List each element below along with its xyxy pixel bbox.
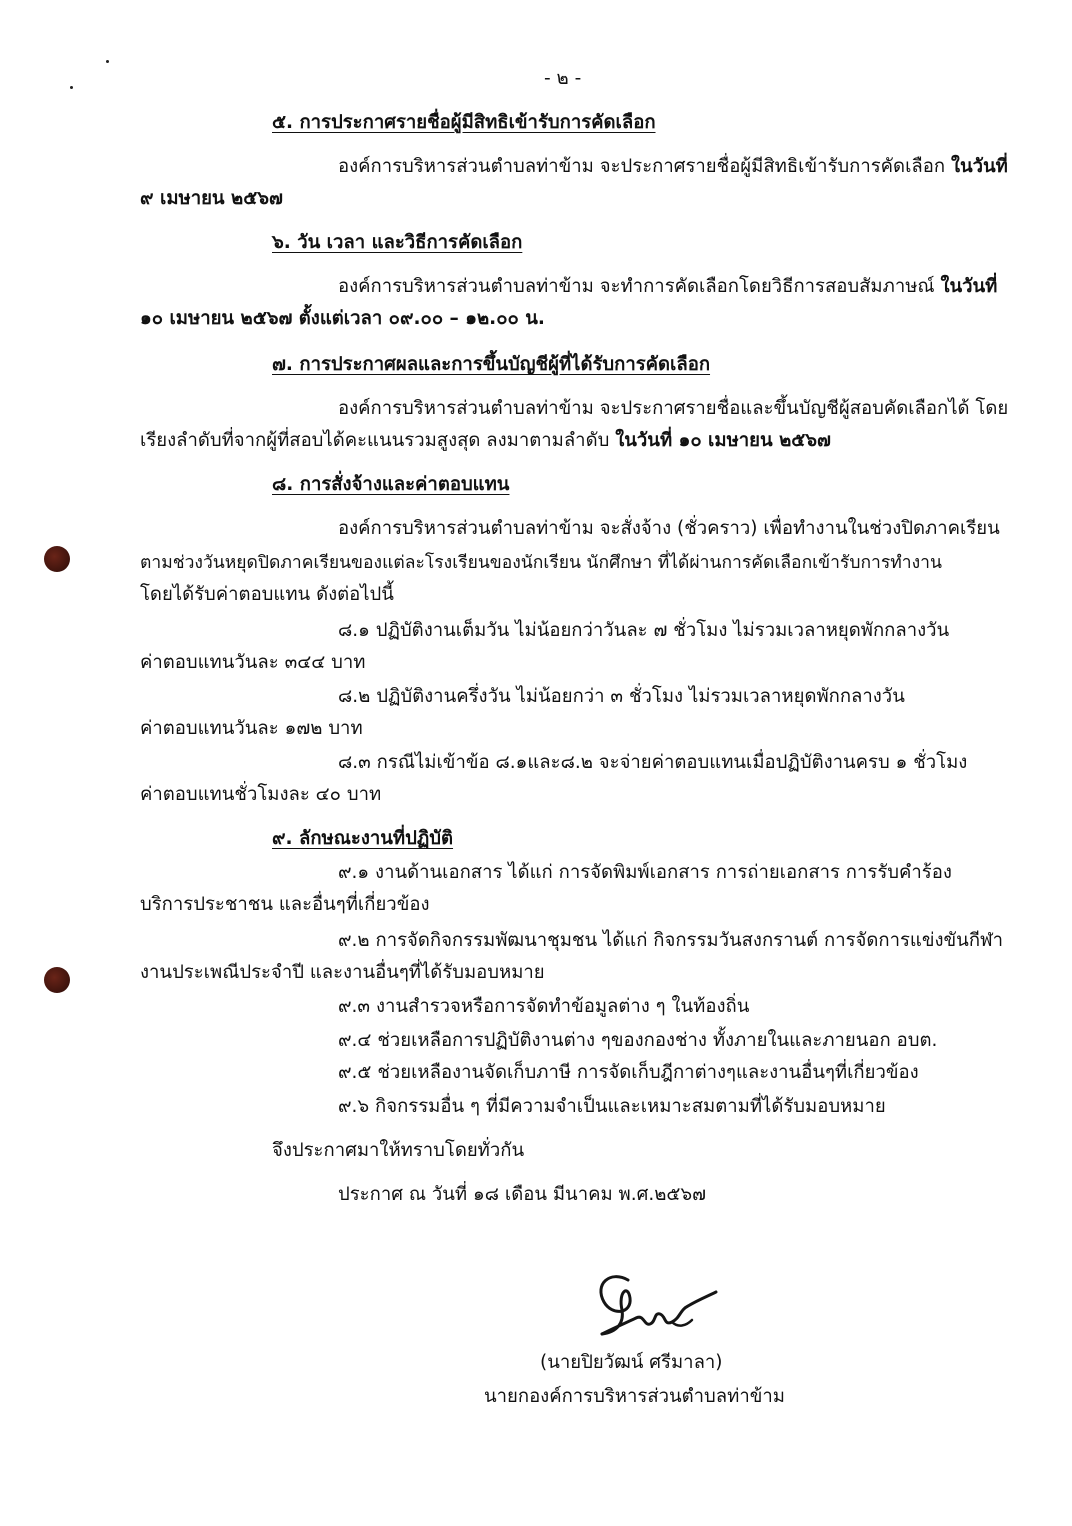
section-5-line-1 xyxy=(338,154,1008,180)
section-5-heading: ๕. การประกาศรายชื่อผู้มีสิทธิเข้ารับการคัดเลือก xyxy=(272,112,656,133)
section-9-item-5: ๙.๕ ช่วยเหลืองานจัดเก็บภาษี การจัดเก็บฎีกาต่างๆและงานอื่นๆที่เกี่ยวข้อง xyxy=(338,1062,919,1083)
section-8-line-1: องค์การบริหารส่วนตำบลท่าข้าม จะสั่งจ้าง (ชั่วคราว) เพื่อทำงานในช่วงปิดภาคเรียน xyxy=(338,518,1000,539)
punch-hole-top xyxy=(44,546,70,572)
section-9-item-1: ๙.๑ งานด้านเอกสาร ได้แก่ การจัดพิมพ์เอกสาร การถ่ายเอกสาร การรับคำร้อง xyxy=(338,862,952,883)
handwritten-signature xyxy=(588,1262,728,1352)
paper-speck xyxy=(70,86,73,89)
section-5-text: องค์การบริหารส่วนตำบลท่าข้าม จะประกาศรายชื่อผู้มีสิทธิเข้ารับการคัดเลือก xyxy=(338,156,946,177)
section-9-heading: ๙. ลักษณะงานที่ปฏิบัติ xyxy=(272,828,454,849)
page-number: - ๒ - xyxy=(544,68,582,89)
section-9-item-1-cont: บริการประชาชน และอื่นๆที่เกี่ยวข้อง xyxy=(140,894,430,915)
closing-statement: จึงประกาศมาให้ทราบโดยทั่วกัน xyxy=(272,1140,525,1161)
section-8-item-2-pay: ค่าตอบแทนวันละ ๑๗๒ บาท xyxy=(140,718,363,739)
section-8-item-1: ๘.๑ ปฏิบัติงานเต็มวัน ไม่น้อยกว่าวันละ ๗ ชั่วโมง ไม่รวมเวลาหยุดพักกลางวัน xyxy=(338,620,950,641)
signer-title: นายกองค์การบริหารส่วนตำบลท่าข้าม xyxy=(484,1386,785,1407)
section-7-line-2 xyxy=(140,428,831,454)
paper-speck xyxy=(106,60,109,63)
section-8-line-3: โดยได้รับค่าตอบแทน ดังต่อไปนี้ xyxy=(140,584,394,605)
section-5-date-prefix: ในวันที่ xyxy=(950,156,1008,177)
section-7-text: เรียงลำดับที่จากผู้ที่สอบได้คะแนนรวมสูงสุด ลงมาตามลำดับ xyxy=(140,430,610,451)
section-9-item-4: ๙.๔ ช่วยเหลือการปฏิบัติงานต่าง ๆของกองช่าง ทั้งภายในและภายนอก อบต. xyxy=(338,1030,938,1051)
section-5-date: ๙ เมษายน ๒๕๖๗ xyxy=(140,188,283,209)
signer-name: (นายปิยวัฒน์ ศรีมาลา) xyxy=(540,1352,723,1373)
announcement-date: ประกาศ ณ วันที่ ๑๘ เดือน มีนาคม พ.ศ.๒๕๖๗ xyxy=(338,1184,707,1205)
punch-hole-bottom xyxy=(44,967,70,993)
section-6-date: ๑๐ เมษายน ๒๕๖๗ ตั้งแต่เวลา ๐๙.๐๐ – ๑๒.๐๐ น. xyxy=(140,308,545,329)
section-6-heading: ๖. วัน เวลา และวิธีการคัดเลือก xyxy=(272,232,523,253)
section-8-heading: ๘. การสั่งจ้างและค่าตอบแทน xyxy=(272,474,510,495)
section-9-item-3: ๙.๓ งานสำรวจหรือการจัดทำข้อมูลต่าง ๆ ในท้องถิ่น xyxy=(338,996,750,1017)
section-9-item-6: ๙.๖ กิจกรรมอื่น ๆ ที่มีความจำเป็นและเหมาะสมตามที่ได้รับมอบหมาย xyxy=(338,1096,886,1117)
section-9-item-2-cont: งานประเพณีประจำปี และงานอื่นๆที่ได้รับมอบหมาย xyxy=(140,962,545,983)
section-8-item-2: ๘.๒ ปฏิบัติงานครึ่งวัน ไม่น้อยกว่า ๓ ชั่วโมง ไม่รวมเวลาหยุดพักกลางวัน xyxy=(338,686,905,707)
section-8-line-2: ตามช่วงวันหยุดปิดภาคเรียนของแต่ละโรงเรียนของนักเรียน นักศึกษา ที่ได้ผ่านการคัดเลือกเข้ารับการทำงาน xyxy=(140,553,942,573)
section-7-heading: ๗. การประกาศผลและการขึ้นบัญชีผู้ที่ได้รับการคัดเลือก xyxy=(272,354,711,375)
section-8-item-1-pay: ค่าตอบแทนวันละ ๓๔๔ บาท xyxy=(140,652,366,673)
section-9-item-2: ๙.๒ การจัดกิจกรรมพัฒนาชุมชน ได้แก่ กิจกรรมวันสงกรานต์ การจัดการแข่งขันกีฬา xyxy=(338,930,1004,951)
section-8-item-3: ๘.๓ กรณีไม่เข้าข้อ ๘.๑และ๘.๒ จะจ่ายค่าตอบแทนเมื่อปฏิบัติงานครบ ๑ ชั่วโมง xyxy=(338,752,968,773)
section-7-line-1: องค์การบริหารส่วนตำบลท่าข้าม จะประกาศรายชื่อและขึ้นบัญชีผู้สอบคัดเลือกได้ โดย xyxy=(338,398,1009,419)
section-6-date-prefix: ในวันที่ xyxy=(940,276,998,297)
section-6-text: องค์การบริหารส่วนตำบลท่าข้าม จะทำการคัดเลือกโดยวิธีการสอบสัมภาษณ์ xyxy=(338,276,935,297)
section-8-item-3-pay: ค่าตอบแทนชั่วโมงละ ๔๐ บาท xyxy=(140,784,382,805)
section-6-line-1 xyxy=(338,274,997,300)
section-7-date: ในวันที่ ๑๐ เมษายน ๒๕๖๗ xyxy=(615,430,831,451)
